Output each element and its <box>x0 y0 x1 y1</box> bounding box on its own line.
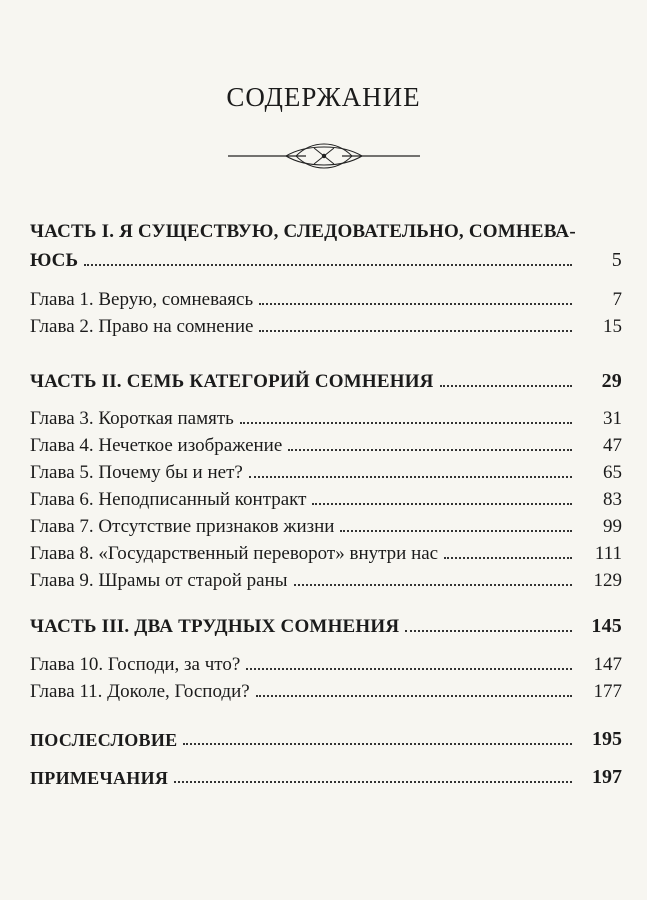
dot-leader <box>294 583 572 586</box>
toc-page-number: 83 <box>603 489 622 510</box>
toc-page-number: 65 <box>603 462 622 483</box>
toc-notes-label: ПРИМЕЧАНИЯ <box>30 768 169 788</box>
toc-chapter-row[interactable] <box>30 650 622 676</box>
toc-part1-label-line2: ЮСЬ <box>30 250 79 271</box>
toc-page-number: 177 <box>593 681 622 702</box>
toc-chapter-label: Глава 8. «Государственный переворот» внутри нас <box>30 543 439 564</box>
toc-page-number: 111 <box>594 543 622 564</box>
toc-page-number: 15 <box>603 316 622 337</box>
ornament-divider <box>226 136 422 176</box>
toc-chapter-label: Глава 9. Шрамы от старой раны <box>30 570 288 591</box>
toc-part1-line2[interactable] <box>30 246 622 272</box>
toc-chapter-label: Глава 4. Нечеткое изображение <box>30 435 283 456</box>
dot-leader <box>256 694 572 697</box>
dot-leader <box>440 384 572 387</box>
toc-part1-label-line1: ЧАСТЬ I. Я СУЩЕСТВУЮ, СЛЕДОВАТЕЛЬНО, СОМНЕВА- <box>30 221 576 242</box>
toc-page-number: 195 <box>592 728 622 750</box>
dot-leader <box>249 475 572 478</box>
toc-page-number: 129 <box>593 570 622 591</box>
toc-page-number: 145 <box>591 615 622 637</box>
dot-leader <box>288 448 572 451</box>
toc-chapter-row[interactable] <box>30 404 622 430</box>
toc-chapter-label: Глава 7. Отсутствие признаков жизни <box>30 516 335 537</box>
toc-chapter-label: Глава 6. Неподписанный контракт <box>30 489 307 510</box>
dot-leader <box>183 742 572 745</box>
toc-chapter-row[interactable] <box>30 285 622 311</box>
dot-leader <box>246 667 572 670</box>
toc-afterword-row[interactable] <box>30 725 622 751</box>
toc-page-number: 197 <box>592 766 622 788</box>
dot-leader <box>444 556 572 559</box>
toc-page-number: 5 <box>611 249 622 271</box>
dot-leader <box>340 529 572 532</box>
toc-chapter-label: Глава 11. Доколе, Господи? <box>30 681 250 702</box>
dot-leader <box>84 263 572 266</box>
toc-chapter-row[interactable] <box>30 677 622 703</box>
toc-notes-row[interactable] <box>30 763 622 789</box>
toc-chapter-row[interactable] <box>30 485 622 511</box>
toc-page-number: 31 <box>603 408 622 429</box>
dot-leader <box>240 421 572 424</box>
toc-afterword-label: ПОСЛЕСЛОВИЕ <box>30 730 178 750</box>
toc-page-number: 47 <box>603 435 622 456</box>
toc-chapter-row[interactable] <box>30 431 622 457</box>
toc-part3-row[interactable] <box>30 612 622 638</box>
toc-chapter-label: Глава 5. Почему бы и нет? <box>30 462 243 483</box>
toc-chapter-label: Глава 1. Верую, сомневаясь <box>30 289 254 310</box>
toc-page-number: 7 <box>612 289 622 310</box>
toc-chapter-row[interactable] <box>30 566 622 592</box>
toc-chapter-row[interactable] <box>30 512 622 538</box>
toc-page-number: 29 <box>601 370 622 392</box>
toc-part2-row[interactable] <box>30 367 622 393</box>
toc-chapter-label: Глава 10. Господи, за что? <box>30 654 241 675</box>
toc-page-number: 147 <box>593 654 622 675</box>
toc-part1-line1[interactable] <box>30 217 622 243</box>
toc-chapter-label: Глава 2. Право на сомнение <box>30 316 254 337</box>
toc-chapter-row[interactable] <box>30 539 622 565</box>
toc-chapter-row[interactable] <box>30 458 622 484</box>
dot-leader <box>174 780 572 783</box>
dot-leader <box>259 302 572 305</box>
page-title: СОДЕРЖАНИЕ <box>226 82 421 112</box>
toc-chapter-label: Глава 3. Короткая память <box>30 408 234 429</box>
toc-part-label: ЧАСТЬ II. СЕМЬ КАТЕГОРИЙ СОМНЕНИЯ <box>30 371 434 392</box>
dot-leader <box>405 629 572 632</box>
dot-leader <box>259 329 572 332</box>
toc-part-label: ЧАСТЬ III. ДВА ТРУДНЫХ СОМНЕНИЯ <box>30 616 400 637</box>
toc-page-number: 99 <box>603 516 622 537</box>
toc-chapter-row[interactable] <box>30 312 622 338</box>
dot-leader <box>312 502 572 505</box>
